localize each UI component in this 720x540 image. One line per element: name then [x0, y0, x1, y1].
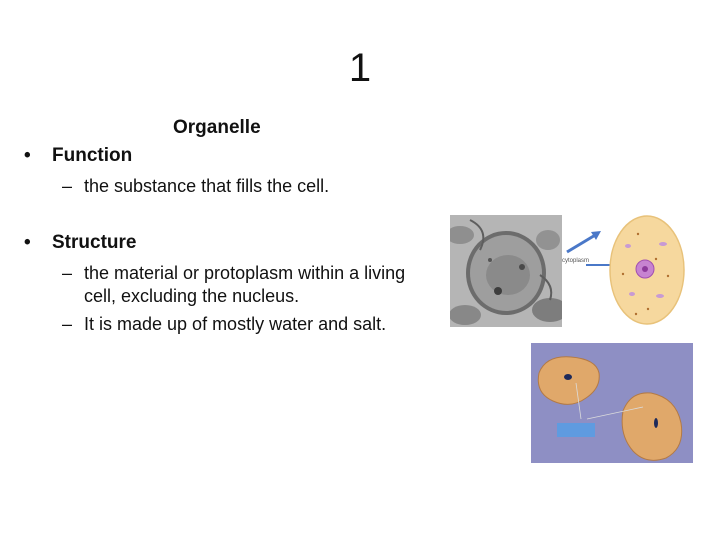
slide-heading: Organelle	[173, 117, 261, 138]
dash-marker: –	[62, 176, 73, 196]
bullet-structure	[24, 232, 136, 254]
structure-text-2: It is made up of mostly water and salt.	[84, 314, 387, 334]
bullet-marker: •	[24, 145, 31, 166]
function-text: the substance that fills the cell.	[84, 176, 330, 196]
slide-number: 1	[348, 46, 372, 90]
bullet-function	[24, 145, 132, 167]
bullet-title-function: Function	[52, 145, 133, 166]
structure-text-1: the material or protoplasm within a living cell, excluding the nucleus.	[84, 263, 406, 306]
electron-micrograph-image	[450, 215, 562, 327]
stained-cells-image	[531, 343, 693, 463]
cell-diagram-image	[608, 214, 686, 326]
dash-marker: –	[62, 314, 73, 334]
bullet-marker: •	[24, 232, 31, 253]
micrograph-label: cytoplasm	[562, 258, 590, 264]
bullet-title-structure: Structure	[52, 232, 137, 253]
dash-marker: –	[62, 263, 73, 283]
